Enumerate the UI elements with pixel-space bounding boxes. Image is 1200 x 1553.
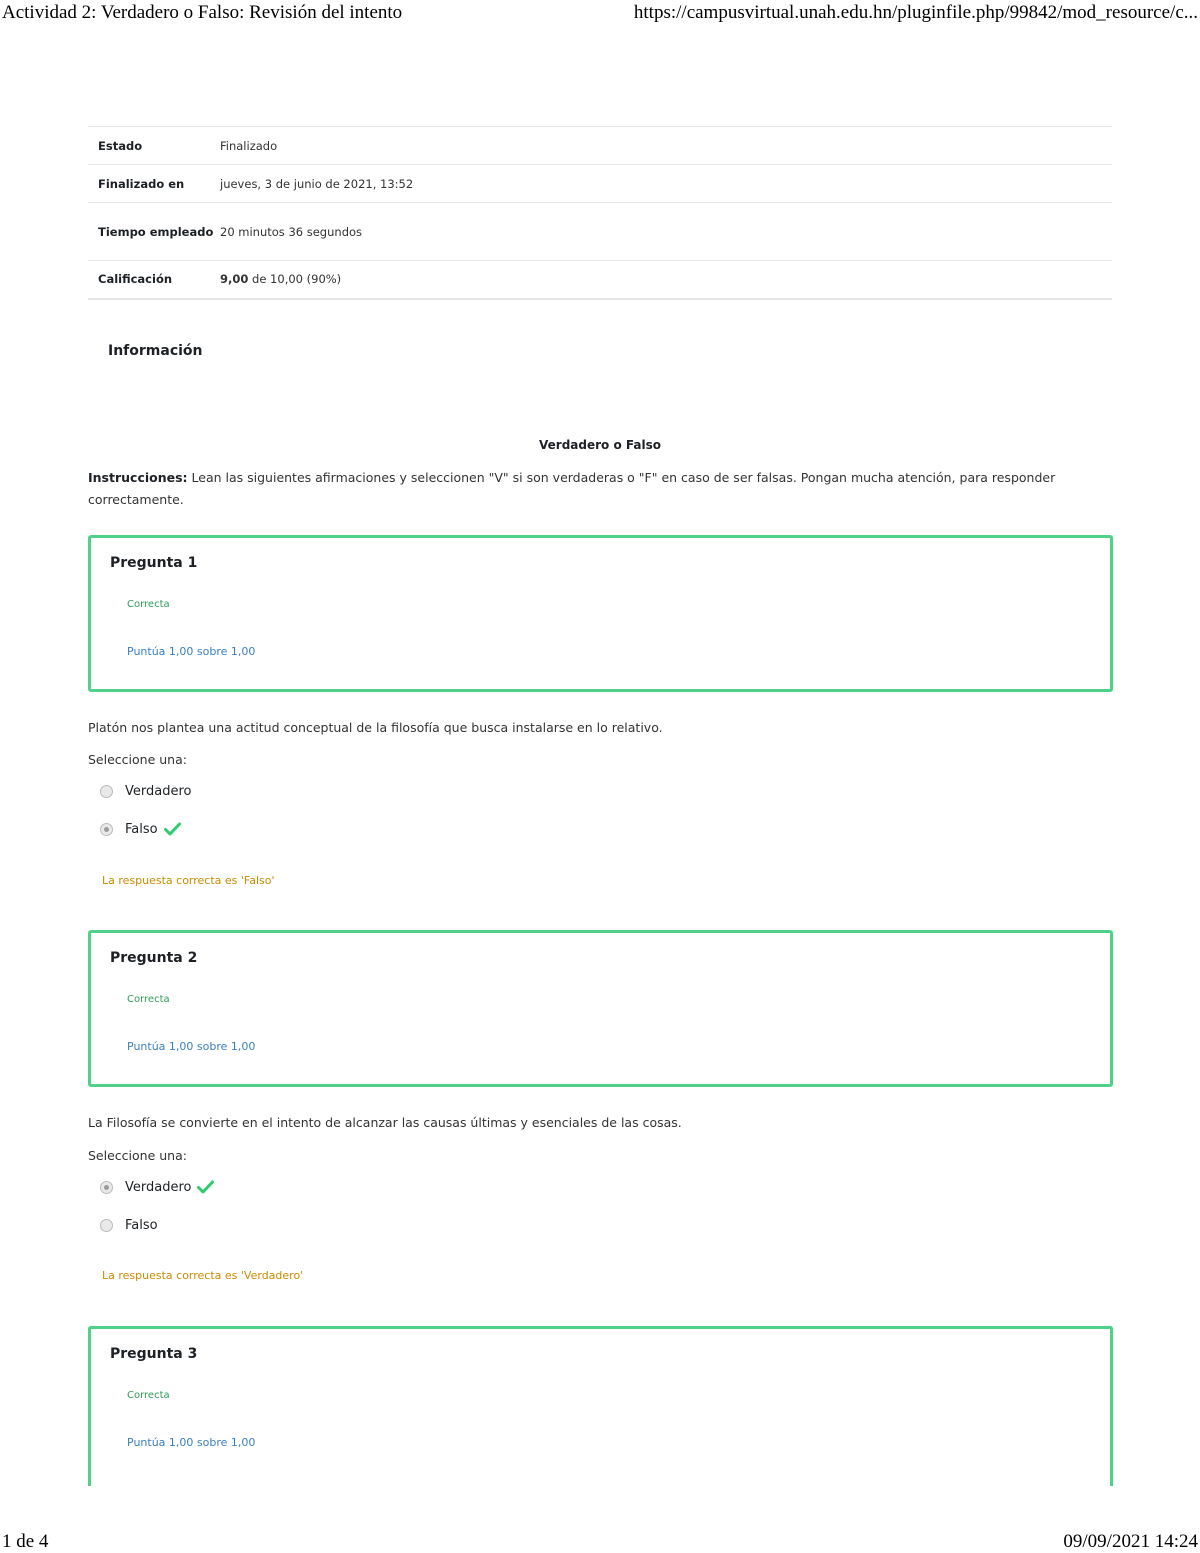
summary-value: Finalizado: [220, 138, 278, 153]
question-title: Pregunta 2: [110, 950, 198, 966]
check-icon: [164, 822, 181, 836]
option-label: Falso: [125, 1217, 158, 1233]
instructions-label: Instrucciones:: [88, 470, 188, 485]
right-answer-feedback: La respuesta correcta es 'Falso': [102, 874, 275, 887]
radio-icon[interactable]: [100, 1181, 113, 1194]
print-footer: [0, 1527, 1200, 1553]
answer-option-falso[interactable]: [100, 1215, 158, 1235]
summary-value: [220, 261, 1112, 299]
summary-label: Finalizado en: [98, 176, 185, 191]
attempt-summary-table: [88, 126, 1112, 300]
summary-label: Tiempo empleado: [98, 224, 214, 239]
answer-option-falso[interactable]: [100, 819, 181, 839]
question-grade: Puntúa 1,00 sobre 1,00: [127, 645, 256, 658]
instructions: [88, 467, 1098, 511]
radio-icon[interactable]: [100, 785, 113, 798]
option-label: Falso: [125, 821, 158, 837]
check-icon: [197, 1180, 214, 1194]
summary-value: jueves, 3 de junio de 2021, 13:52: [220, 176, 414, 191]
question-state: Correcta: [127, 994, 170, 1005]
question-info-box: [88, 1326, 1113, 1486]
question-text: La Filosofía se convierte en el intento de alcanzar las causas últimas y esenciales de las cosas.: [88, 1115, 682, 1130]
radio-icon[interactable]: [100, 1219, 113, 1232]
right-answer-feedback: La respuesta correcta es 'Verdadero': [102, 1269, 304, 1282]
print-datetime: 09/09/2021 14:24: [1063, 1531, 1198, 1552]
summary-label: Estado: [98, 138, 143, 153]
print-page-number: 1 de 4: [2, 1531, 49, 1552]
summary-row-time: [88, 203, 1112, 261]
summary-value: 20 minutos 36 segundos: [220, 224, 363, 239]
question-info-box: [88, 535, 1113, 692]
summary-row-grade: [88, 261, 1112, 299]
summary-label: Calificación: [98, 272, 173, 287]
question-grade: Puntúa 1,00 sobre 1,00: [127, 1436, 256, 1449]
option-label: Verdadero: [125, 783, 192, 799]
grade-score: 9,00: [220, 272, 249, 287]
print-page-url: https://campusvirtual.unah.edu.hn/pluginfile.php/99842/mod_resource/c...: [633, 2, 1198, 23]
question-info-box: [88, 930, 1113, 1087]
option-label: Verdadero: [125, 1179, 192, 1195]
select-one-label: Seleccione una:: [88, 1148, 187, 1163]
radio-icon[interactable]: [100, 823, 113, 836]
summary-row-state: [88, 127, 1112, 165]
grade-total: de 10,00 (90%): [248, 272, 342, 287]
question-state: Correcta: [127, 1390, 170, 1401]
activity-title: Verdadero o Falso: [539, 438, 661, 452]
info-heading: Información: [108, 343, 203, 359]
question-state: Correcta: [127, 599, 170, 610]
print-header: [0, 0, 1200, 28]
print-page-title: Actividad 2: Verdadero o Falso: Revisión del intento: [2, 2, 403, 23]
question-grade: Puntúa 1,00 sobre 1,00: [127, 1040, 256, 1053]
answer-option-verdadero[interactable]: [100, 781, 191, 801]
question-text: Platón nos plantea una actitud conceptual de la filosofía que busca instalarse en lo relativo.: [88, 720, 663, 735]
answer-option-verdadero[interactable]: [100, 1177, 214, 1197]
question-title: Pregunta 3: [110, 1346, 198, 1362]
instructions-text: Lean las siguientes afirmaciones y seleccionen "V" si son verdaderas o "F" en caso de ser falsas. Pongan mucha atención, para responder correctamente.: [88, 470, 1056, 507]
question-title: Pregunta 1: [110, 555, 198, 571]
summary-row-completed: [88, 165, 1112, 203]
select-one-label: Seleccione una:: [88, 752, 187, 767]
